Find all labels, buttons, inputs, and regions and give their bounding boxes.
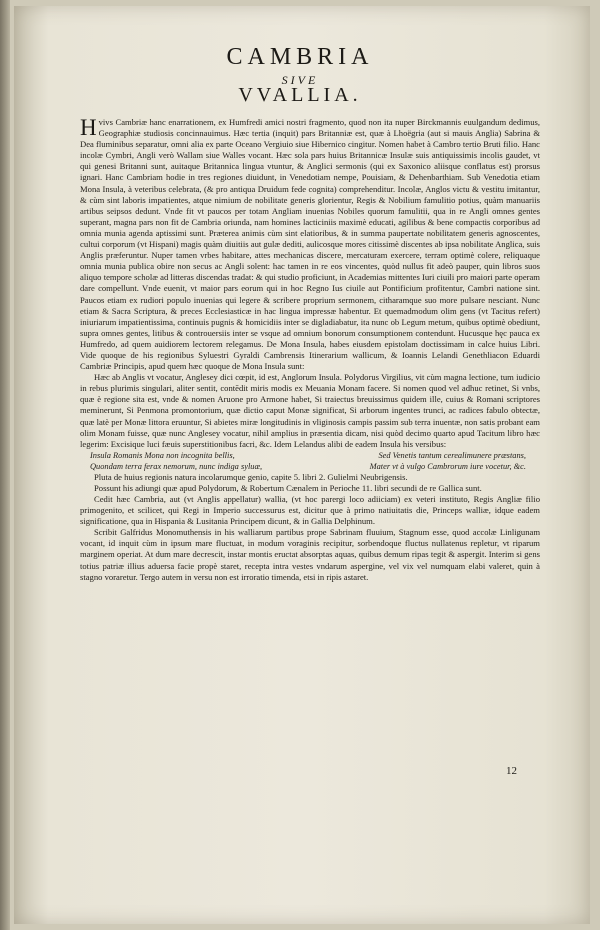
verse-line-2 [80,461,540,472]
verse-left-2: Quondam terra ferax nemorum, nunc indiga syluæ, [90,461,263,471]
paragraph-4: Possunt his adiungi quæ apud Polydorum, & Robertum Cænalem in Perioche 11. libri secundi de re Gallica sunt. [94,482,482,493]
paragraph-1-text: vivs Cambriæ hanc enarrationem, ex Humfredi amici nostri fragmento, quod non ita nuper Birckmannis euulgandum dedimus, Geographiæ studiosis concinnauimus. Hæc tertia (inquit) pars Britanniæ est, quæ à Lhoëgria (aut si mauis Anglia) Sabrina & Dea fluminibus separatur, omni alia ex parte Oceano Vergiuio siue Hibernico cingitur. Nomen habet à Cambro tertio Bruti filio. Hanc incolæ Cymbri, Angli verò Wallam siue Walles vocant. Hæc sola pars huius Britannicæ Insulæ suis antiquissimis incolis gaudet, vt qui genesi Britanni sunt, auitaque Britannica lingua vtuntur, & Anglici sermonis (qui ex Saxonico aliisque conflatus est) prorsus ignari. Hanc Cambriam hodie in tres regiones diuidunt, in Venedotiam nempe, Pouisiam, & Dehenbarthiam. Sub Venedotia etiam Mona Insula, à veteribus celebrata, (& pro antiqua Druidum fede cognita) comprehenditur. Incolæ, Anglos victu & vestitu imitantur, & cùm sint laboris impatientes, atque nimium de nobilitate generis glorientur, Regis & Nobilium famulitio potius, quàm manuariis artibus seipsos dedunt. Vnde fit vt paucos per totam Angliam inuenias Nobiles quorum famulitii, qua in re Angli omnes gentes superant, magna pars non fit de Cambria oriunda, nam homines lacticiniis maximè educati, agilibus & bene compactis corporibus ad omnia munia agenda aptissimi sunt. Præterea animis cùm sint elatioribus, & in summa paupertate nobilitatem generis agnoscentes, cultui corporum (vt Hispani) magis quàm diuitiis aut gulæ dediti, aulicosque mores citissimè discentes ab ipsa nobilitate Anglica, suis Anglis præferuntur. Nuper tamen vrbes habitare, attes mechanicas discere, mercaturam exercere, terram optimè colere, reliquaque omnia munia publica obire non secus ac Angli solent: hac tamen in re eos vincentes, quòd nullus fit adeò pauper, quin libros suos aliquo tempore scholæ ad litteras discendas tradat: & qui studio proficiunt, in Academias mittentes Iuri ciuili pro maiori parte operam dare compellunt. Vnde euenit, vt maior pars eorum qui in hoc Regno Ius ciuile aut Pontificium profitentur, Cambri natione sint. Paucos etiam ex rudiori populo inuenias qui legere & scribere proprium sermonem, citharamque suo more pulsare nesciant. Nunc etiam & Sacra Scriptura, & preces Ecclesiasticæ in hac lingua impressæ habentur. Et quemadmodum olim gens (vt Tacitus refert) iniuriarum impatientissima, continuis pugnis & homicidiis inter se digladiabatur, ita nunc ob Legum metum, quibus optimè obediunt, supra omnes gentes, litibus & controuersiis inter se vsque ad omnium bonorum consumptionem contendunt. Hucusque hęc pauca ex Humfredo, ad quem auidiorem lectorem relegamus. De Mona Insula, habes eiusdem epistolam doctissimam in calce huius Libri. Vide quoque de his regionibus Syluestri Gyraldi Cambrensis Itinerarium wallicum, & Ioannis Lelandi Genethliacon Eduardi Cambriæ Principis, apud quem hæc quoque de Mona Insula sunt: [80,117,540,372]
verse-line-1 [80,450,540,461]
title-sive: SIVE [281,73,319,87]
drop-cap: H [80,115,97,140]
verse-right-1: Sed Venetis tantum cerealimunere præstans, [378,450,526,460]
paragraph-2: Hæc ab Anglis vt vocatur, Anglesey dici cœpit, id est, Anglorum Insula. Polydorus Virgilius, vit cùm magna lectione, tum iudicio in rebus plurimis singulari, aliter sentit, contēdit miris modis ex Meuania Monam facere. Si nomen quod vel adhuc retinet, Si vnbs, quæ è regione sita est, vnde & nomen Aruone pro Armone habet, Si traiectus breuissimus quidem ille, cuius & Romani scriptores meminerunt, Si Penmona promontorium, quæ dictio caput Monæ significat, Si arborum ingentes trunci, ac radices fabulo obtectæ, quæ latè per Monæ littora eruuntur, Si abietes miræ longitudinis in vliginosis campis passim sub terra inuentæ, non satis probant eam olim Monam fuisse, quæ nunc Anglesey vocatur, nihil amplius in præsentia dicam, nisi quòd decimo quarto apud Tacitum libro hæc legerim: Excisique luci fæuis superstitionibus facri, &c. Idem Lelandus alibi de eadem Insula his versibus: [80,372,540,449]
page-number: 12 [506,765,517,777]
book-gutter [0,0,10,930]
paragraph-1 [80,117,540,372]
page-subtitle: VVALLIA. [238,84,362,106]
verse-right-2: Mater vt à vulgo Cambrorum iure vocetur, &c. [369,461,526,471]
paragraph-5: Cedit hæc Cambria, aut (vt Anglis appellatur) wallia, (vt hoc parergi loco adiiciam) ex veteri instituto, Regis Angliæ filio primogenito, et scilicet, qui Regi in Imperio successurus est, dicitur que à primo natiuitatis die, Princeps walliæ, idque eadem significatione, qua in Hispania & Lusitania Principem dicunt, & in Gallia Delphinum. [80,494,540,527]
paragraph-6: Scribit Galfridus Monomuthensis in his walliarum partibus prope Sabrinam fluuium, Stagnum esse, quod accolæ Linligunam vocant, id inquit cùm in ipsum mare fluctuat, in modum voraginis recipitur, sorbendoque fluctus nullatenus repletur, vt riparum marginem operiat. At dum mare decrescit, instar montis eructat absorptas aquas, quibus demum ripas tegit & aspergit. Interim si gens totius patriæ illius aduersa facie propè staret, recepta intra vestes vndarum aspergine, vel vix vel numquam elabi valeret, quin à stagno voraretur. Tergo autem in versu non est irroratio timenda, etsi in ripis astaret. [80,527,540,582]
paragraph-3: Pluta de huius regionis natura incolarumque genio, capite 5. libri 2. Gulielmi Neubrigensis. [94,471,408,482]
body-text [80,117,540,583]
page-title: CAMBRIA [226,44,374,70]
verse-left-1: Insula Romanis Mona non incognita bellis, [90,450,235,460]
